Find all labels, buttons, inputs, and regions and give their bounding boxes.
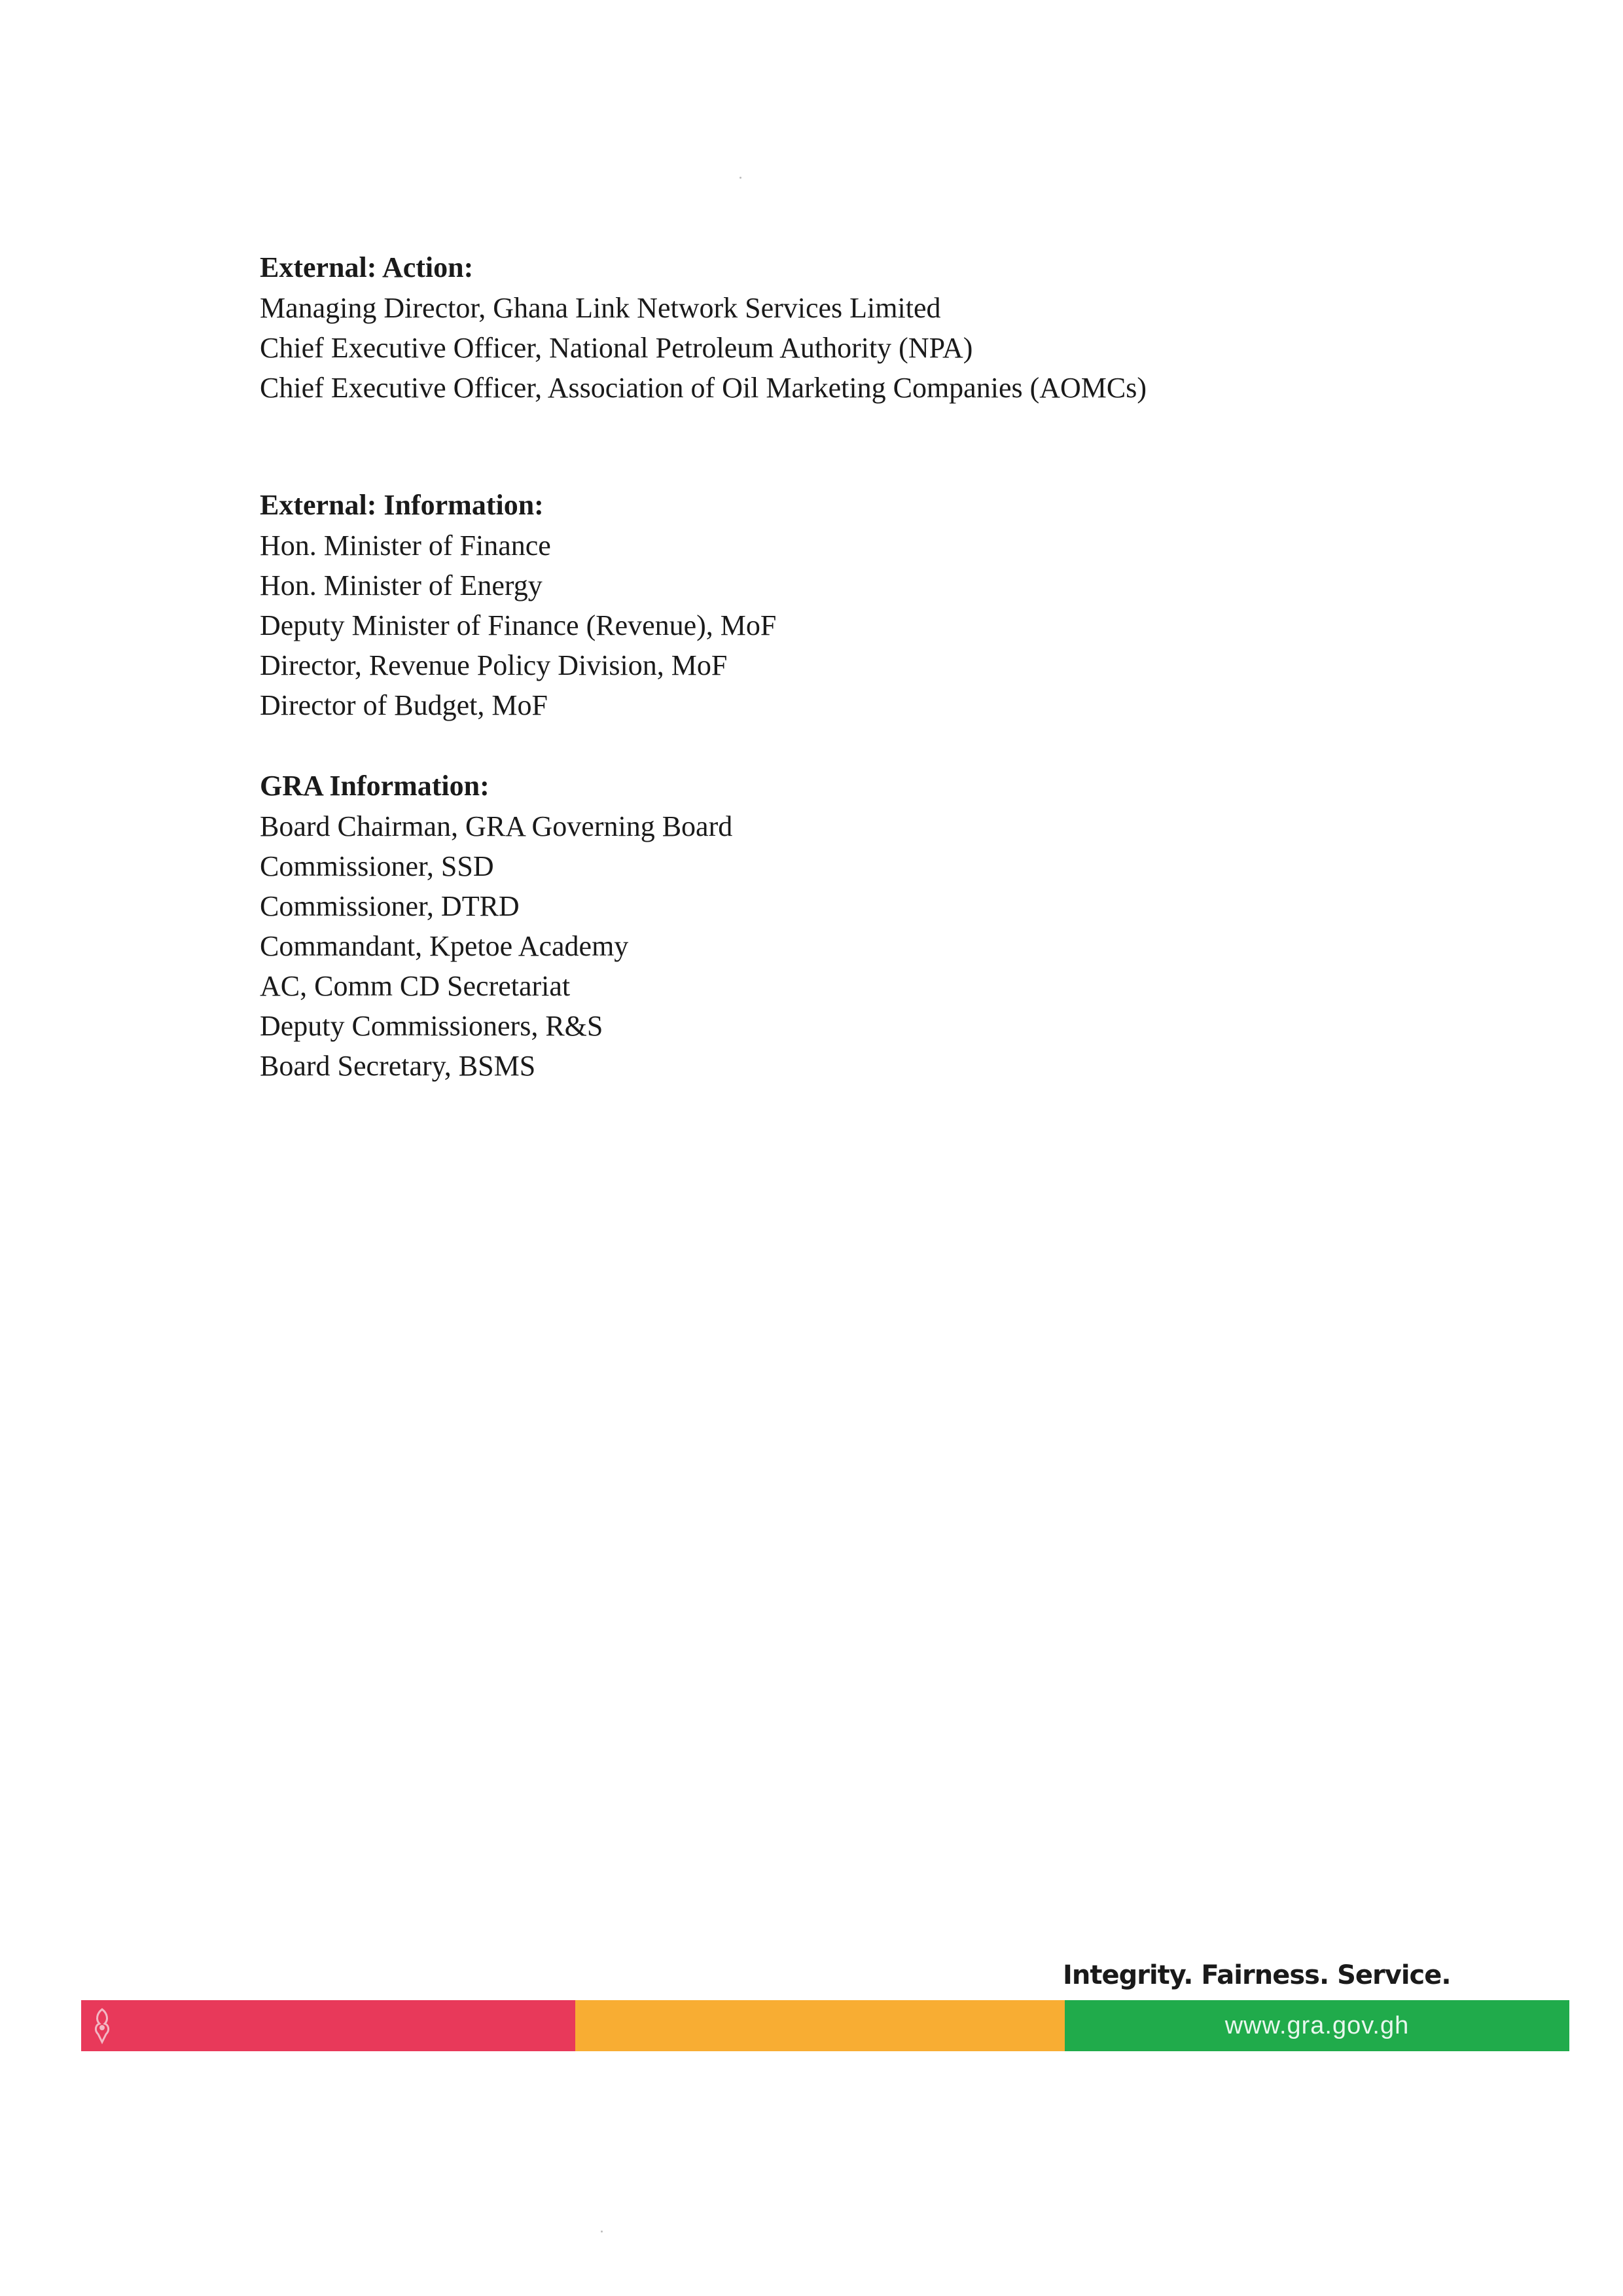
- document-body: [260, 247, 1503, 1086]
- scan-artifact: [740, 177, 741, 179]
- section-heading: External: Action:: [260, 251, 474, 283]
- recipient-list: [260, 288, 1503, 408]
- list-item: Chief Executive Officer, Association of Oil Marketing Companies (AOMCs): [260, 372, 1147, 404]
- list-item: AC, Comm CD Secretariat: [260, 970, 571, 1002]
- list-item: Managing Director, Ghana Link Network Services Limited: [260, 292, 941, 324]
- footer-color-bar: [81, 2000, 1569, 2051]
- gra-emblem-icon: [88, 2005, 116, 2046]
- list-item: Hon. Minister of Finance: [260, 529, 551, 562]
- footer-bar-red: [81, 2000, 575, 2051]
- list-item: Deputy Minister of Finance (Revenue), MoF: [260, 609, 777, 641]
- footer-tagline: Integrity. Fairness. Service.: [1063, 1960, 1451, 1990]
- section-heading: GRA Information:: [260, 770, 490, 802]
- footer-bar-orange: [575, 2000, 1065, 2051]
- list-item: Chief Executive Officer, National Petroleum Authority (NPA): [260, 332, 973, 364]
- footer-bar-green: [1065, 2000, 1569, 2051]
- section-heading: External: Information:: [260, 489, 544, 521]
- list-item: Board Chairman, GRA Governing Board: [260, 810, 733, 842]
- section-external-action: [260, 247, 1503, 408]
- recipient-list: [260, 526, 1503, 725]
- list-item: Commissioner, SSD: [260, 850, 494, 882]
- section-external-information: [260, 485, 1503, 725]
- footer-website: www.gra.gov.gh: [1224, 2011, 1410, 2039]
- list-item: Director of Budget, MoF: [260, 689, 548, 721]
- scan-artifact: [601, 2231, 603, 2233]
- list-item: Director, Revenue Policy Division, MoF: [260, 649, 728, 681]
- recipient-list: [260, 806, 1503, 1086]
- list-item: Commissioner, DTRD: [260, 890, 520, 922]
- list-item: Deputy Commissioners, R&S: [260, 1010, 603, 1042]
- list-item: Commandant, Kpetoe Academy: [260, 930, 629, 962]
- section-gra-information: [260, 766, 1503, 1086]
- list-item: Hon. Minister of Energy: [260, 569, 543, 601]
- list-item: Board Secretary, BSMS: [260, 1050, 536, 1082]
